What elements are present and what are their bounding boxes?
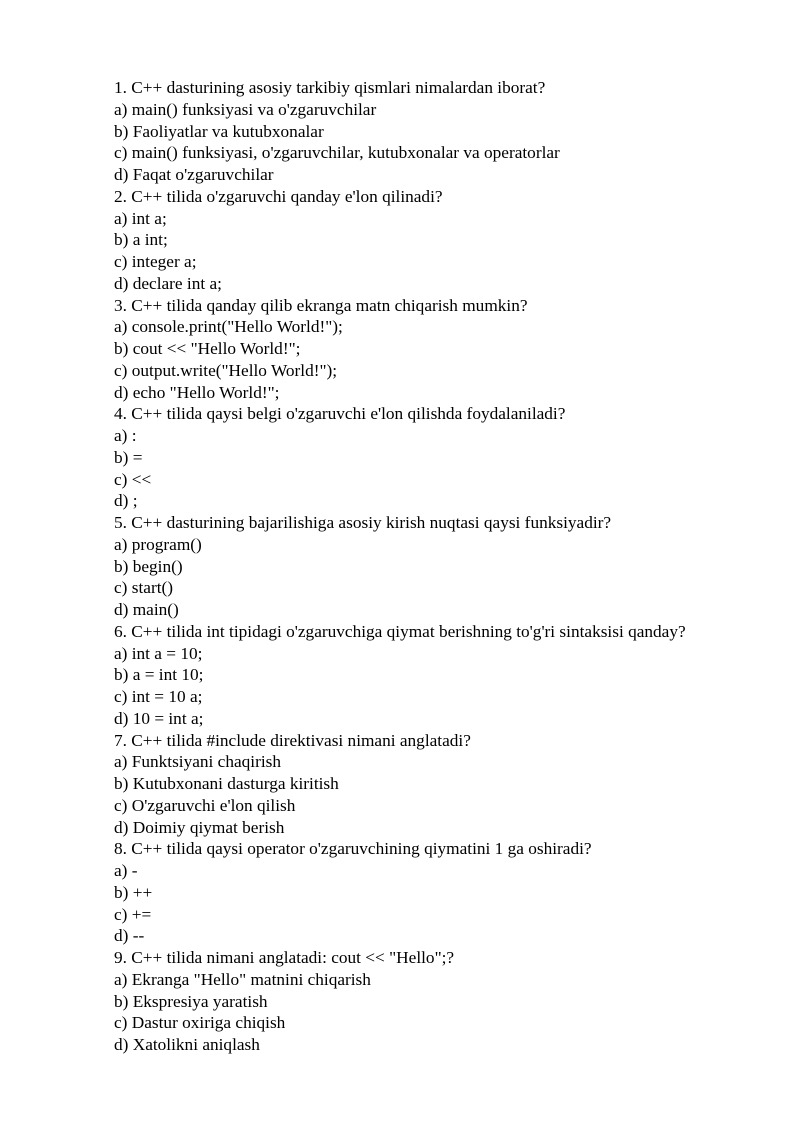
question-block (114, 621, 774, 730)
answer-option: a) int a = 10; (114, 643, 203, 663)
answer-option: a) int a; (114, 208, 167, 228)
answer-option: a) program() (114, 534, 202, 554)
answer-option: b) Ekspresiya yaratish (114, 991, 268, 1011)
answer-option: c) << (114, 469, 152, 489)
answer-option: d) Xatolikni aniqlash (114, 1035, 260, 1054)
answer-option: d) main() (114, 600, 179, 619)
answer-option: d) echo "Hello World!"; (114, 382, 280, 402)
answer-option: b) = (114, 447, 143, 467)
answer-option: b) a = int 10; (114, 665, 204, 685)
answer-option: a) Ekranga "Hello" matnini chiqarish (114, 969, 371, 989)
answer-option: d) declare int a; (114, 273, 222, 293)
question-text: 9. C++ tilida nimani anglatadi: cout << "Hello";? (114, 948, 455, 967)
answer-option: c) output.write("Hello World!"); (114, 360, 338, 380)
question-block (114, 186, 774, 295)
answer-option: a) - (114, 861, 138, 880)
question-block (114, 295, 774, 404)
question-block (114, 947, 774, 1056)
question-block (114, 730, 774, 839)
answer-option: d) Doimiy qiymat berish (114, 817, 285, 837)
answer-option: b) cout << "Hello World!"; (114, 339, 301, 358)
answer-option: a) console.print("Hello World!"); (114, 317, 343, 337)
answer-option: a) Funktsiyani chaqirish (114, 752, 282, 772)
answer-option: d) 10 = int a; (114, 708, 204, 728)
answer-option: d) Faqat o'zgaruvchilar (114, 165, 274, 184)
question-block (114, 838, 774, 947)
answer-option: b) ++ (114, 882, 153, 902)
answer-option: c) Dastur oxiriga chiqish (114, 1013, 286, 1033)
answer-option: a) main() funksiyasi va o'zgaruvchilar (114, 99, 377, 119)
answer-option: c) O'zgaruvchi e'lon qilish (114, 795, 296, 815)
question-text: 8. C++ tilida qaysi operator o'zgaruvchining qiymatini 1 ga oshiradi? (114, 839, 592, 859)
quiz-content (114, 77, 774, 1056)
question-block (114, 512, 774, 621)
answer-option: b) a int; (114, 230, 168, 250)
question-text: 6. C++ tilida int tipidagi o'zgaruvchiga qiymat berishning to'g'ri sintaksisi qanday? (114, 621, 686, 641)
question-text: 3. C++ tilida qanday qilib ekranga matn chiqarish mumkin? (114, 295, 528, 315)
answer-option: a) : (114, 426, 137, 445)
question-text: 2. C++ tilida o'zgaruvchi qanday e'lon qilinadi? (114, 186, 443, 206)
question-block (114, 77, 774, 186)
answer-option: b) begin() (114, 556, 183, 576)
answer-option: c) start() (114, 578, 174, 598)
answer-option: c) integer a; (114, 252, 197, 271)
answer-option: c) += (114, 904, 152, 924)
question-text: 4. C++ tilida qaysi belgi o'zgaruvchi e'lon qilishda foydalaniladi? (114, 404, 566, 424)
answer-option: d) -- (114, 926, 145, 946)
question-text: 5. C++ dasturining bajarilishiga asosiy kirish nuqtasi qaysi funksiyadir? (114, 513, 612, 532)
answer-option: d) ; (114, 491, 138, 511)
question-text: 1. C++ dasturining asosiy tarkibiy qismlari nimalardan iborat? (114, 78, 546, 97)
question-text: 7. C++ tilida #include direktivasi nimani anglatadi? (114, 730, 471, 750)
answer-option: b) Kutubxonani dasturga kiritish (114, 774, 339, 793)
answer-option: b) Faoliyatlar va kutubxonalar (114, 121, 324, 141)
answer-option: c) main() funksiyasi, o'zgaruvchilar, kutubxonalar va operatorlar (114, 143, 560, 163)
answer-option: c) int = 10 a; (114, 687, 203, 706)
question-block (114, 403, 774, 512)
